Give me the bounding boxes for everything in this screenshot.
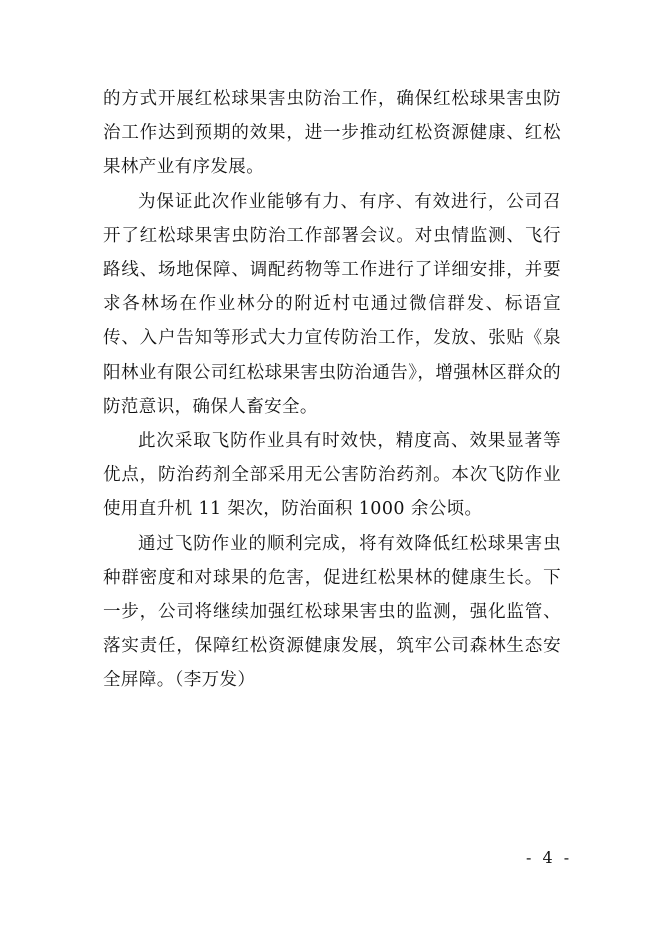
paragraph-operation: 此次采取飞防作业具有时效快，精度高、效果显著等优点，防治药剂全部采用无公害防治药剂。本次飞防作业使用直升机 11 架次，防治面积 1000 余公顷。 <box>103 431 561 520</box>
paragraph-continued: 的方式开展红松球果害虫防治工作，确保红松球果害虫防治工作达到预期的效果，进一步推动红松资源健康、红松果林产业有序发展。 <box>103 89 561 178</box>
paragraph-meeting: 为保证此次作业能够有力、有序、有效进行，公司召开了红松球果害虫防治工作部署会议。对虫情监测、飞行路线、场地保障、调配药物等工作进行了详细安排，并要求各林场在作业林分的附近村屯通过微信群发、标语宣传、入户告知等形式大力宣传防治工作，发放、张贴《泉阳林业有限公司红松球果害虫防治通告》，增强林区群众的防范意识，确保人畜安全。 <box>103 191 561 417</box>
article-body <box>103 82 561 698</box>
paragraph-conclusion: 通过飞防作业的顺利完成，将有效降低红松球果害虫种群密度和对球果的危害，促进红松果林的健康生长。下一步，公司将继续加强红松球果害虫的监测，强化监管、落实责任，保障红松资源健康发展，筑牢公司森林生态安全屏障。（李万发） <box>103 533 561 691</box>
page-number: - 4 - <box>526 848 573 867</box>
